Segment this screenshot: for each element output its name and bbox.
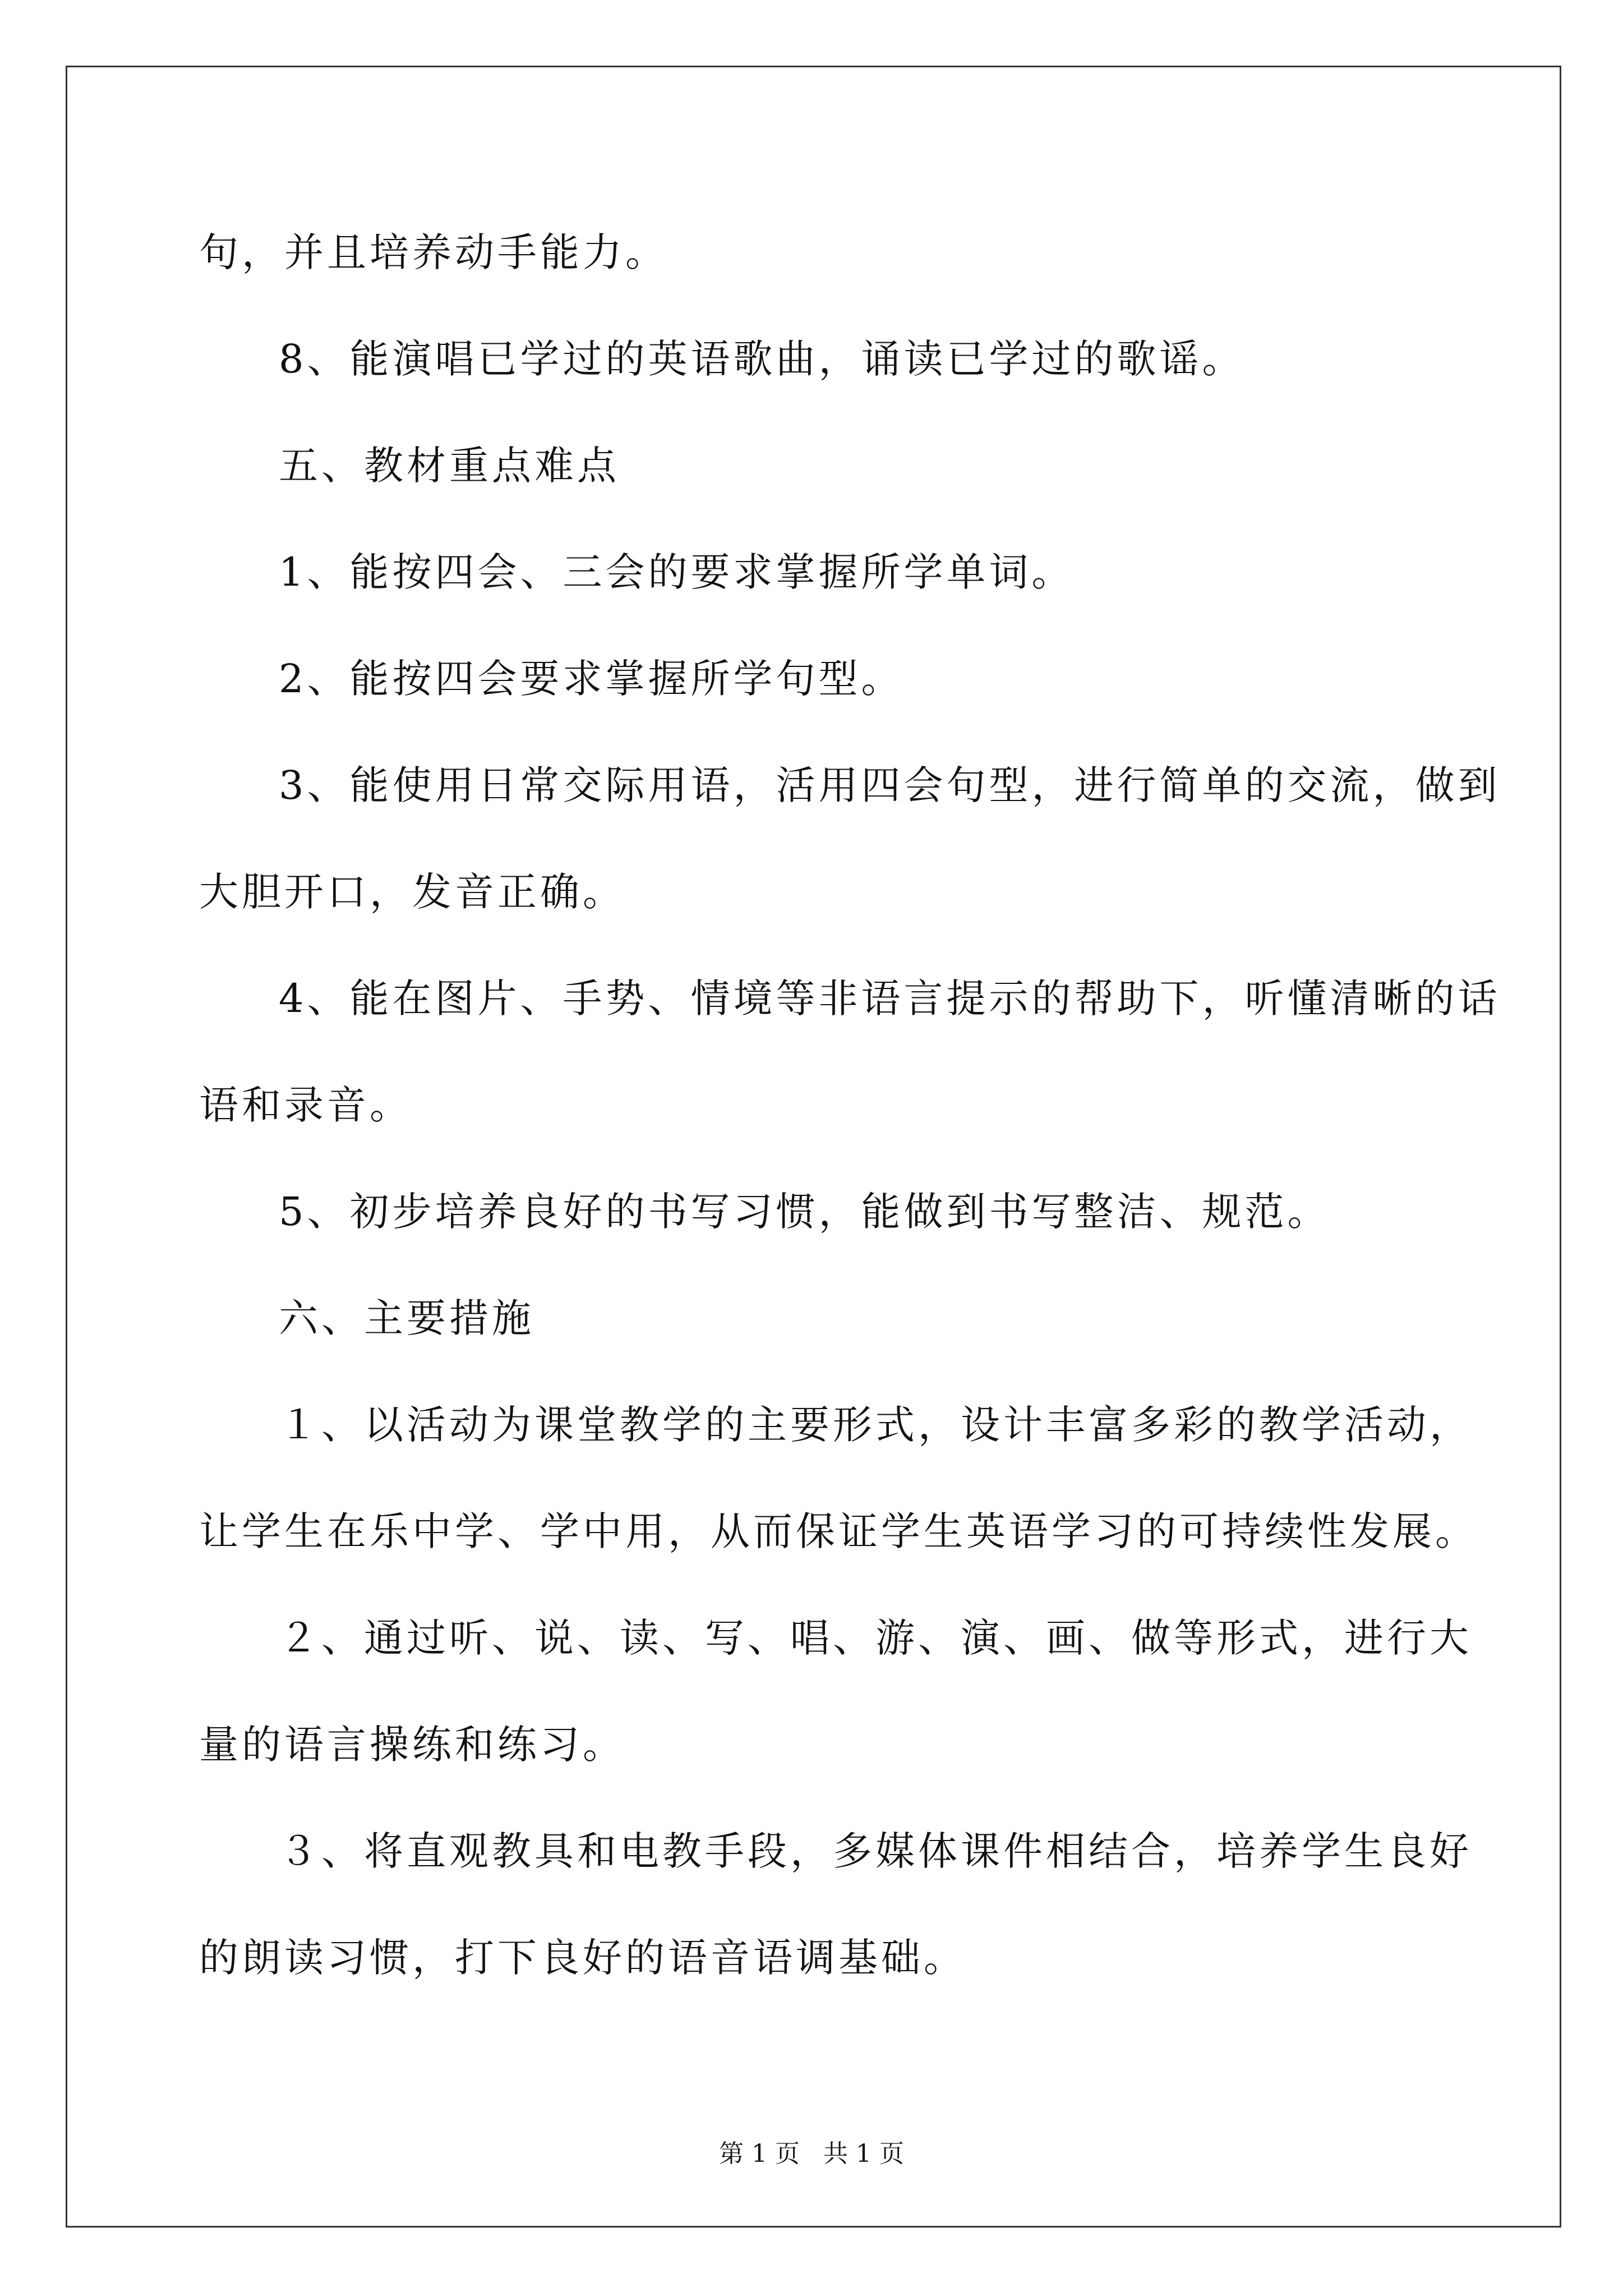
body-line: 让学生在乐中学、学中用，从而保证学生英语学习的可持续性发展。 (199, 1508, 1478, 1554)
list-item: 8、能演唱已学过的英语歌曲，诵读已学过的歌谣。 (279, 336, 1245, 382)
body-line: 的朗读习惯，打下良好的语音语调基础。 (199, 1935, 966, 1981)
list-item: 1、能按四会、三会的要求掌握所学单词。 (279, 549, 1075, 595)
list-item: 3、能使用日常交际用语，活用四会句型，进行简单的交流，做到 (279, 762, 1501, 808)
page-number-footer: 第 1 页 共 1 页 (719, 2139, 904, 2168)
section-heading: 五、教材重点难点 (279, 443, 620, 489)
list-item: ３、将直观教具和电教手段，多媒体课件相结合，培养学生良好 (279, 1828, 1472, 1874)
list-item: １、以活动为课堂教学的主要形式，设计丰富多彩的教学活动， (279, 1402, 1472, 1448)
list-item: 5、初步培养良好的书写习惯，能做到书写整洁、规范。 (279, 1189, 1330, 1235)
body-line: 大胆开口，发音正确。 (199, 869, 625, 915)
page-border (66, 66, 1561, 2228)
section-heading: 六、主要措施 (279, 1295, 534, 1341)
body-line: 句，并且培养动手能力。 (199, 229, 668, 275)
list-item: ２、通过听、说、读、写、唱、游、演、画、做等形式，进行大 (279, 1615, 1472, 1661)
body-line: 量的语言操练和练习。 (199, 1722, 625, 1768)
list-item: 2、能按四会要求掌握所学句型。 (279, 656, 904, 702)
body-line: 语和录音。 (199, 1082, 412, 1128)
list-item: 4、能在图片、手势、情境等非语言提示的帮助下，听懂清晰的话 (279, 976, 1501, 1022)
